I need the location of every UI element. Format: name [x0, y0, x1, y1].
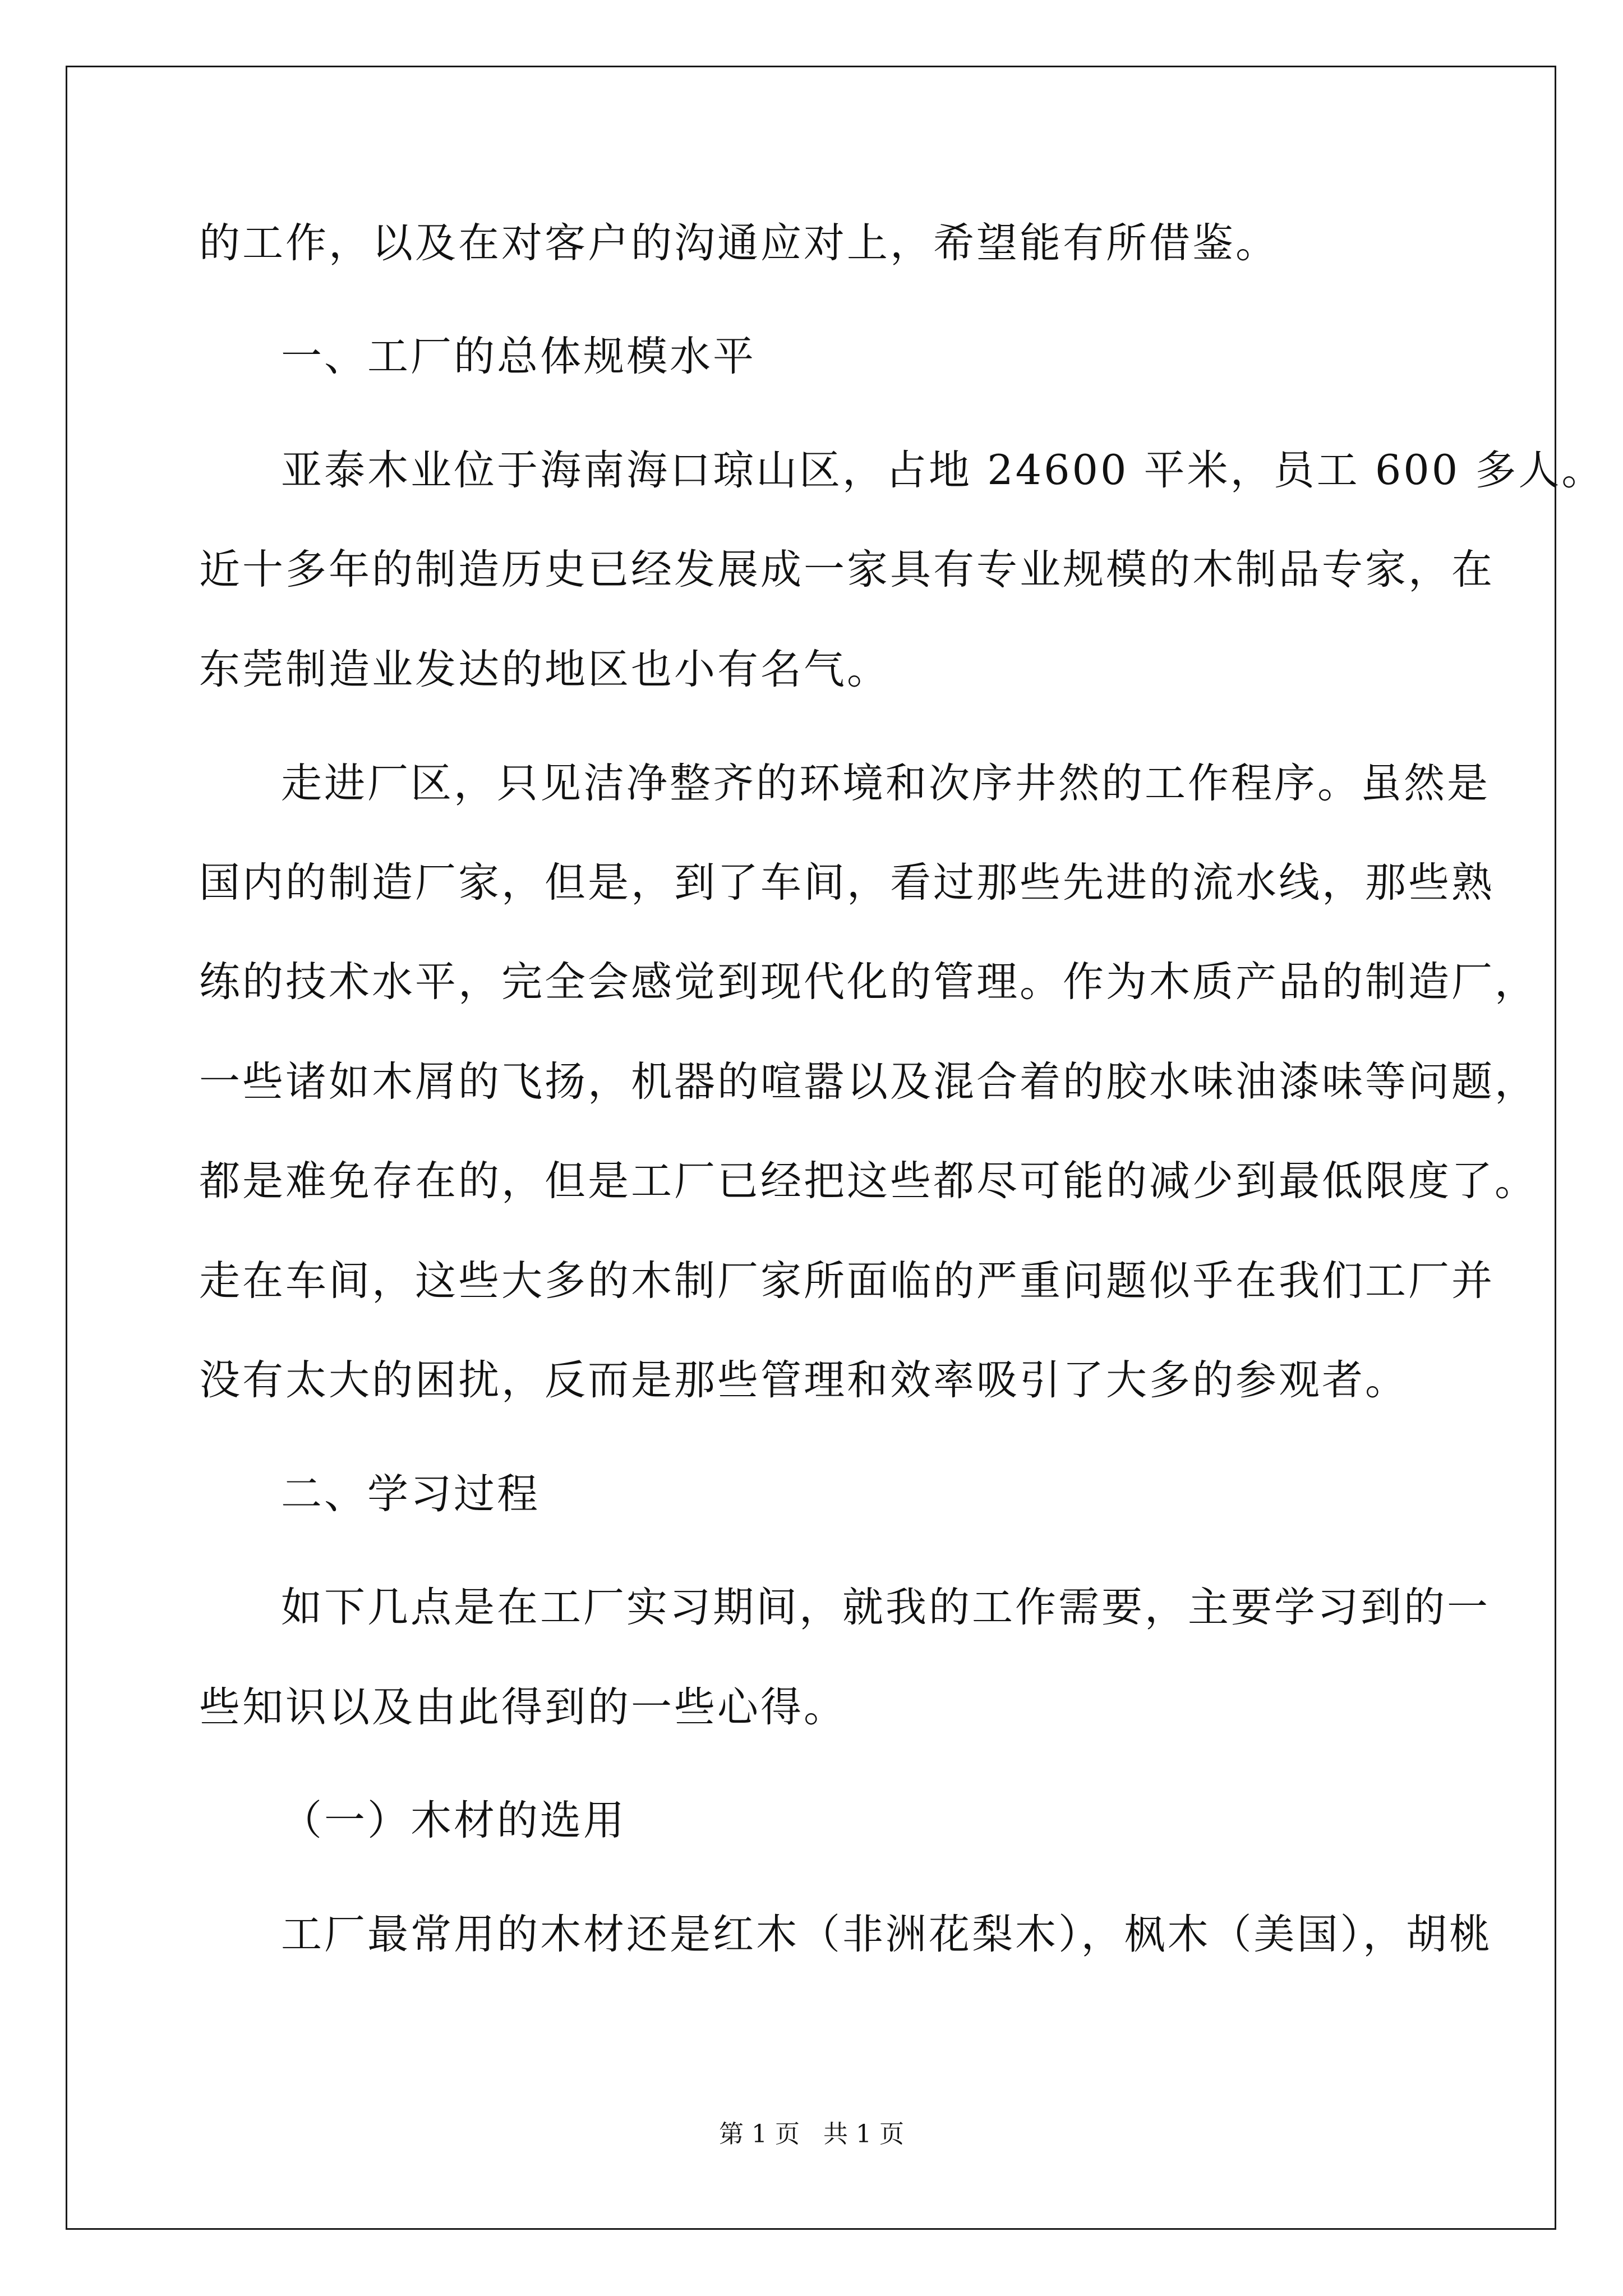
section-heading: 一、工厂的总体规模水平: [281, 333, 756, 380]
paragraph-line: 亚泰木业位于海南海口琼山区，占地 24600 平米，员工 600 多人。: [281, 447, 1605, 494]
section-heading: 二、学习过程: [281, 1470, 540, 1518]
paragraph-line: 工厂最常用的木材还是红木（非洲花梨木），枫木（美国），胡桃: [281, 1911, 1492, 1958]
paragraph-line: 如下几点是在工厂实习期间，就我的工作需要，主要学习到的一: [281, 1584, 1490, 1631]
page-footer: 第 1 页 共 1 页: [719, 2120, 904, 2148]
paragraph-line: 走进厂区，只见洁净整齐的环境和次序井然的工作程序。虽然是: [281, 760, 1490, 807]
text-line: 练的技术水平，完全会感觉到现代化的管理。作为木质产品的制造厂，: [199, 958, 1538, 1006]
text-line: 没有太大的困扰，反而是那些管理和效率吸引了大多的参观者。: [199, 1356, 1408, 1404]
text-line: 近十多年的制造历史已经发展成一家具有专业规模的木制品专家，在: [199, 546, 1495, 593]
text-line: 些知识以及由此得到的一些心得。: [199, 1683, 847, 1731]
text-line: 一些诸如木屑的飞扬，机器的喧嚣以及混合着的胶水味油漆味等问题，: [199, 1058, 1538, 1106]
text-line: 东莞制造业发达的地区也小有名气。: [199, 646, 890, 693]
page-border: [66, 66, 1556, 2230]
text-line: 国内的制造厂家，但是，到了车间，看过那些先进的流水线，那些熟: [199, 859, 1495, 907]
text-line: 的工作，以及在对客户的沟通应对上，希望能有所借鉴。: [199, 219, 1279, 267]
text-line: 都是难免存在的，但是工厂已经把这些都尽可能的减少到最低限度了。: [199, 1157, 1538, 1205]
text-line: 走在车间，这些大多的木制厂家所面临的严重问题似乎在我们工厂并: [199, 1257, 1495, 1305]
subsection-heading: （一）木材的选用: [281, 1797, 626, 1844]
